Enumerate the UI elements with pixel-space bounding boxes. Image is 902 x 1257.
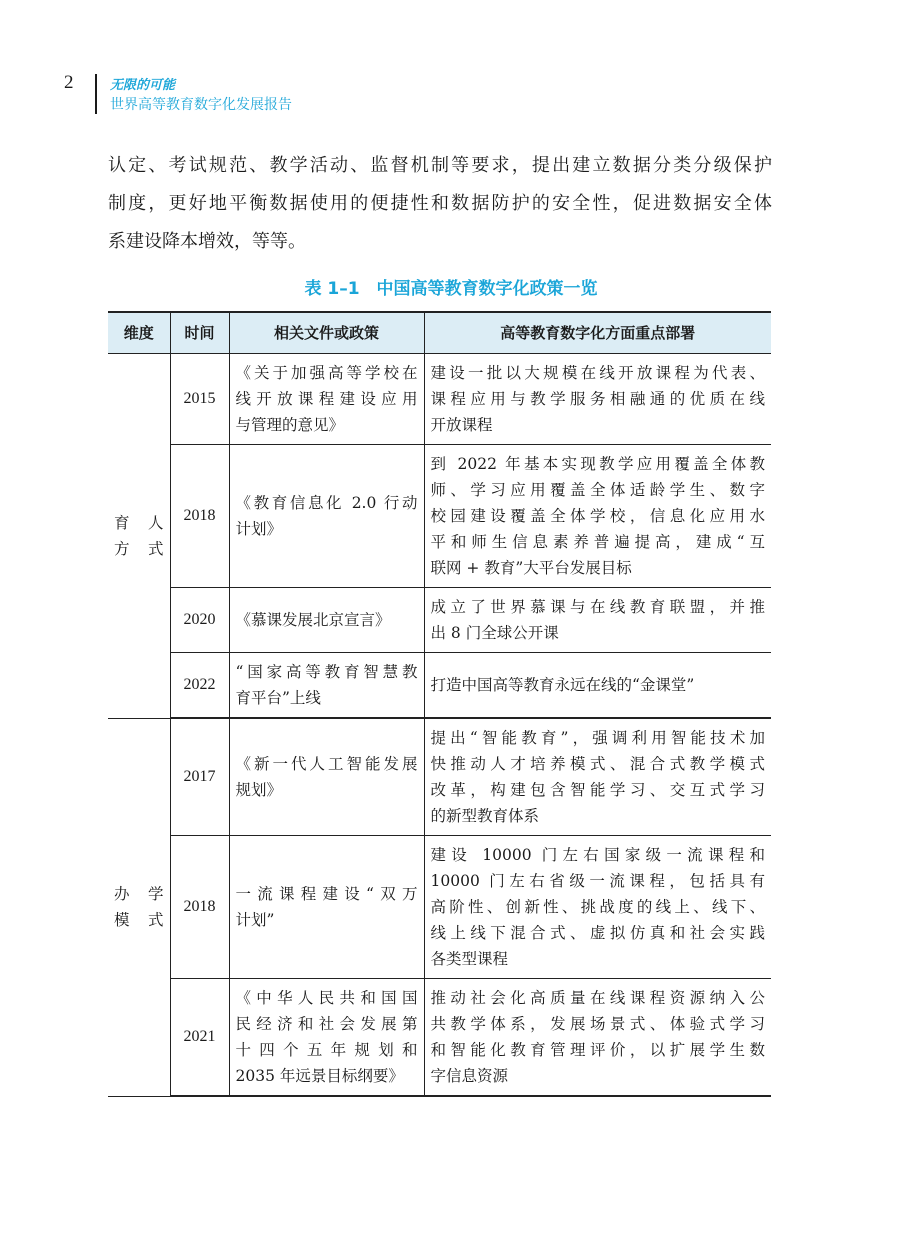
header-time: 时间 — [170, 312, 229, 354]
table-row — [108, 653, 771, 719]
table-row — [108, 836, 771, 979]
year-cell: 2018 — [170, 836, 229, 979]
document-cell: 一流课程建设“双万 计划” — [229, 836, 424, 979]
deployment-cell: 到 2022 年基本实现教学应用覆盖全体教 师、学习应用覆盖全体适龄学生、数字 校园建设覆盖全体学校，信息化应用水 平和师生信息素养普遍提高，建成“互 联网 + 教育”大平台发展目标 — [424, 445, 771, 588]
year-cell: 2021 — [170, 979, 229, 1097]
table-row — [108, 979, 771, 1097]
year-cell: 2018 — [170, 445, 229, 588]
table-row — [108, 718, 771, 836]
document-cell: “国家高等教育智慧教 育平台”上线 — [229, 653, 424, 719]
book-title: 无限的可能 — [110, 78, 176, 93]
header-dimension: 维度 — [108, 312, 170, 354]
header-document: 相关文件或政策 — [229, 312, 424, 354]
dimension-cell: 育人 方式 — [108, 354, 170, 719]
year-cell: 2022 — [170, 653, 229, 719]
paragraph-line: 系建设降本增效，等等。 — [108, 231, 306, 252]
table-row — [108, 354, 771, 445]
deployment-cell: 建设 10000 门左右国家级一流课程和 10000 门左右省级一流课程，包括具有 高阶性、创新性、挑战度的线上、线下、 线上线下混合式、虚拟仿真和社会实践 各类型课程 — [424, 836, 771, 979]
year-cell: 2020 — [170, 588, 229, 653]
paragraph-line: 制度，更好地平衡数据使用的便捷性和数据防护的安全性，促进数据安全体 — [108, 193, 772, 214]
header-divider — [95, 74, 97, 114]
table-row — [108, 445, 771, 588]
document-cell: 《慕课发展北京宣言》 — [229, 588, 424, 653]
deployment-cell: 提出“智能教育”，强调利用智能技术加 快推动人才培养模式、混合式教学模式 改革，构建包含智能学习、交互式学习 的新型教育体系 — [424, 718, 771, 836]
dimension-cell: 办学 模式 — [108, 718, 170, 1096]
deployment-cell: 打造中国高等教育永远在线的“金课堂” — [424, 653, 771, 719]
deployment-cell: 建设一批以大规模在线开放课程为代表、 课程应用与教学服务相融通的优质在线 开放课程 — [424, 354, 771, 445]
table-header-row — [108, 312, 771, 354]
table-row — [108, 588, 771, 653]
intro-paragraph — [108, 147, 772, 261]
deployment-cell: 成立了世界慕课与在线教育联盟，并推 出 8 门全球公开课 — [424, 588, 771, 653]
paragraph-line: 认定、考试规范、教学活动、监督机制等要求，提出建立数据分类分级保护 — [108, 155, 772, 176]
document-cell: 《教育信息化 2.0 行动 计划》 — [229, 445, 424, 588]
report-title: 世界高等教育数字化发展报告 — [110, 97, 292, 113]
table-caption: 表 1–1 中国高等教育数字化政策一览 — [304, 279, 598, 299]
year-cell: 2015 — [170, 354, 229, 445]
document-cell: 《中华人民共和国国 民经济和社会发展第 十四个五年规划和 2035 年远景目标纲要》 — [229, 979, 424, 1097]
deployment-cell: 推动社会化高质量在线课程资源纳入公 共教学体系，发展场景式、体验式学习 和智能化教育管理评价，以扩展学生数 字信息资源 — [424, 979, 771, 1097]
document-cell: 《新一代人工智能发展 规划》 — [229, 718, 424, 836]
policy-table — [108, 311, 771, 1097]
page-number: 2 — [64, 72, 74, 93]
year-cell: 2017 — [170, 718, 229, 836]
document-cell: 《关于加强高等学校在 线开放课程建设应用 与管理的意见》 — [229, 354, 424, 445]
header-deployment: 高等教育数字化方面重点部署 — [424, 312, 771, 354]
